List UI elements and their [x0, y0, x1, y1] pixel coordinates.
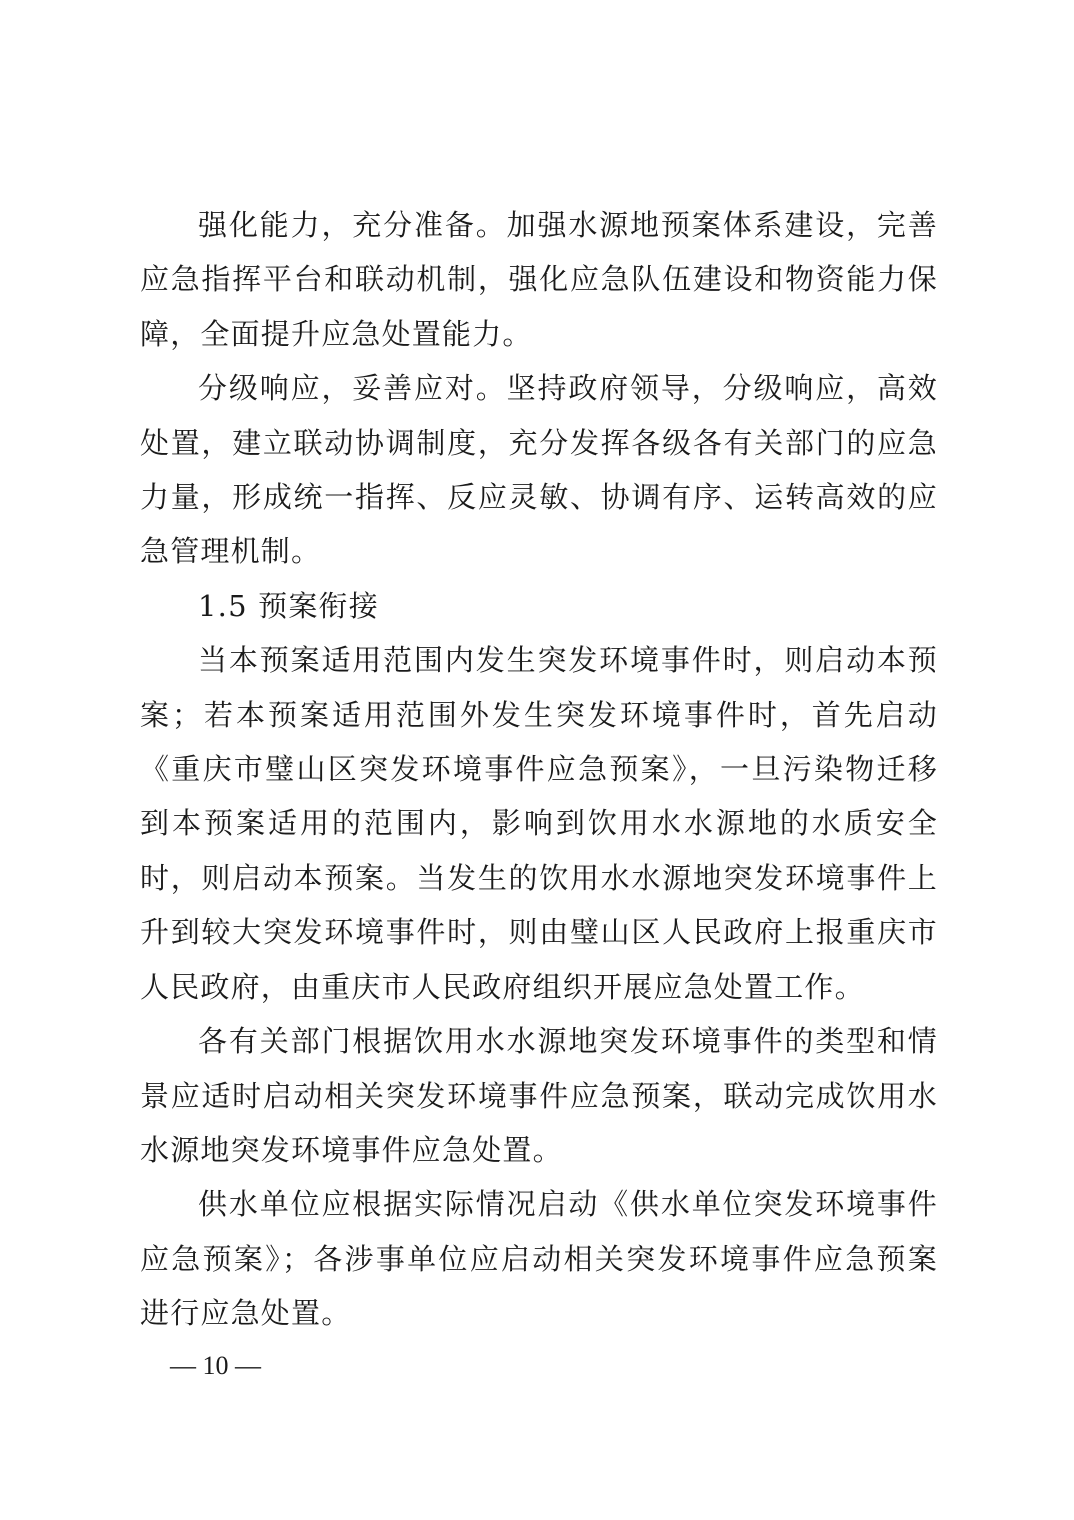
document-body: [140, 198, 938, 1341]
paragraph-plan-activation: 当本预案适用范围内发生突发环境事件时，则启动本预案；若本预案适用范围外发生突发环境事件时，首先启动《重庆市璧山区突发环境事件应急预案》，一旦污染物迁移到本预案适用的范围内，影响到饮用水水源地的水质安全时，则启动本预案。当发生的饮用水水源地突发环境事件上升到较大突发环境事件时，则由璧山区人民政府上报重庆市人民政府，由重庆市人民政府组织开展应急处置工作。: [140, 643, 938, 1004]
section-heading-1-5: 1.5 预案衔接: [198, 588, 379, 623]
paragraph-water-supply-units: 供水单位应根据实际情况启动《供水单位突发环境事件应急预案》；各涉事单位应启动相关突发环境事件应急预案进行应急处置。: [140, 1187, 938, 1331]
paragraph-departments: 各有关部门根据饮用水水源地突发环境事件的类型和情景应适时启动相关突发环境事件应急预案，联动完成饮用水水源地突发环境事件应急处置。: [140, 1024, 938, 1167]
paragraph-graded-response: 分级响应，妥善应对。坚持政府领导，分级响应，高效处置，建立联动协调制度，充分发挥各级各有关部门的应急力量，形成统一指挥、反应灵敏、协调有序、运转高效的应急管理机制。: [140, 371, 938, 569]
page-number: — 10 —: [170, 1351, 261, 1380]
paragraph-capability: 强化能力，充分准备。加强水源地预案体系建设，完善应急指挥平台和联动机制，强化应急队伍建设和物资能力保障，全面提升应急处置能力。: [140, 208, 938, 351]
